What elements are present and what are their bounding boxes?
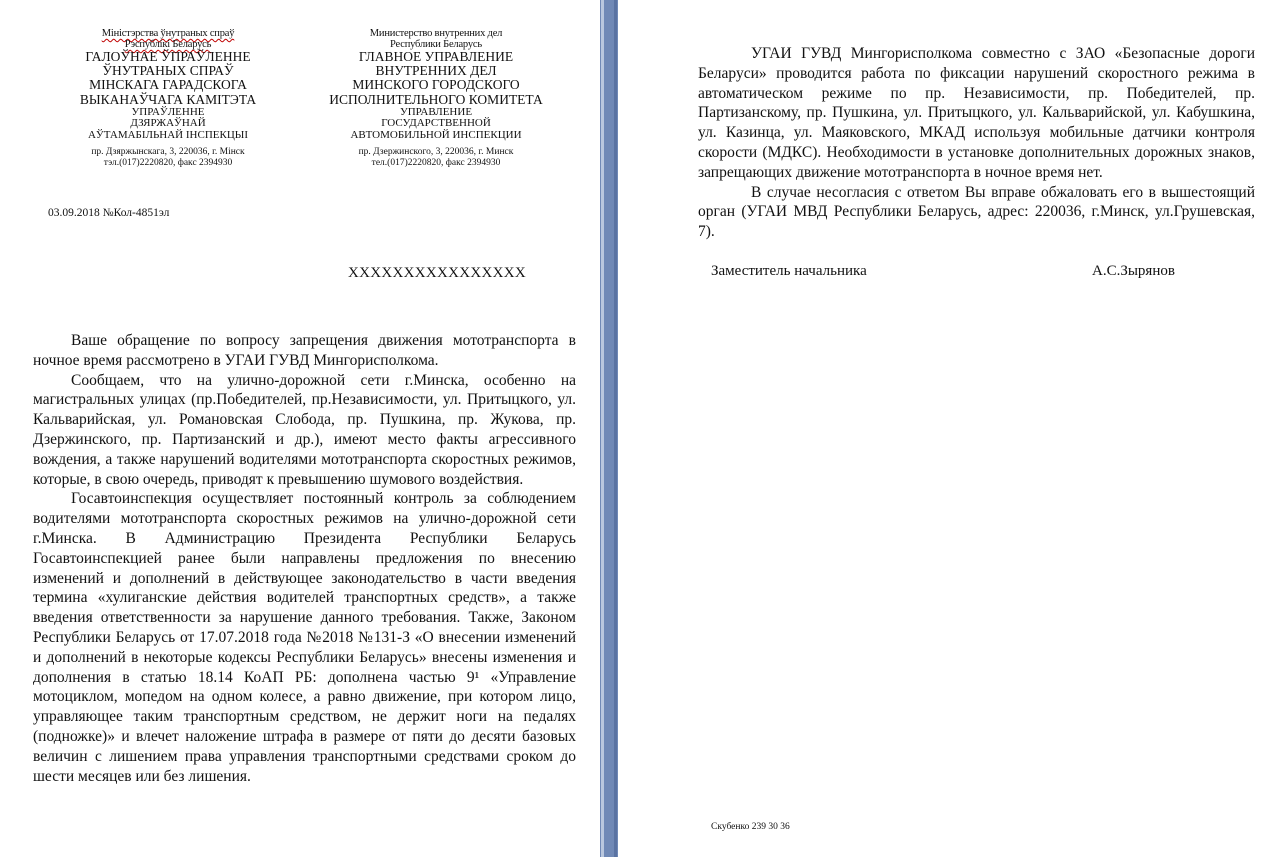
address-line-2: тэл.(017)2220820, факс 2394930 [103, 158, 233, 169]
letter-body-page-2 [698, 44, 1255, 242]
paragraph: Сообщаем, что на улично-дорожной сети г.Минска, особенно на магистральных улицах (пр.Победителей, пр.Независимости, ул. Притыцкого, ул. Кальварийская, ул. Романовская Слобода, пр. Пушкина, пр. Жукова, пр. Дзержинского, пр. Партизанский и др.), имеют место факты агрессивного вождения, а также нарушений водителями мототранспорта скоростных режимов, которые, в свою очередь, приводят к превышению шумового воздействия. [33, 371, 576, 488]
page-divider [600, 0, 618, 857]
unit-line-2: ДЗЯРЖАЎНАЙ [130, 117, 206, 130]
addressee: XXXXXXXXXXXXXXXX [347, 265, 527, 281]
department-line-3: МІНСКАГА ГАРАДСКОГА [89, 77, 247, 93]
address-line-2: тел.(017)2220820, факс 2394930 [371, 158, 501, 169]
signatory-name: А.С.Зырянов [1092, 263, 1175, 279]
letterhead-belarusian [40, 28, 296, 169]
department-line-3: МИНСКОГО ГОРОДСКОГО [352, 77, 520, 93]
address-line-1: пр. Дзержинского, 3, 220036, г. Минск [358, 147, 514, 158]
letter-body-page-1 [33, 331, 576, 786]
department-line-2: ЎНУТРАНЫХ СПРАЎ [102, 63, 234, 79]
department-line-4: ВЫКАНАЎЧАГА КАМІТЭТА [79, 91, 257, 107]
department-line-2: ВНУТРЕННИХ ДЕЛ [375, 63, 497, 79]
paragraph: УГАИ ГУВД Мингорисполкома совместно с ЗАО «Безопасные дороги Беларуси» проводится работа по фиксации нарушений скоростного режима в автоматическом режиме по пр. Независимости, пр. Победителей, пр. Партизанскому, пр. Пушкина, ул. Притыцкого, ул. Кальварийской, ул. Кабушкина, ул. Казинца, ул. Маяковского, МКАД используя мобильные датчики контроля скорости (МДКС). Необходимости в установке дополнительных дорожных знаков, запрещающих движение мототранспорта в ночное время нет. [698, 45, 1255, 181]
document-page-1 [0, 0, 600, 857]
ministry-line-1: Міністэрства ўнутраных спраў [101, 28, 235, 39]
paragraph: В случае несогласия с ответом Вы вправе обжаловать его в вышестоящий орган (УГАИ МВД Республики Беларусь, адрес: 220036, г.Минск, ул.Грушевская, 7). [698, 183, 1255, 241]
department-line-1: ГАЛОЎНАЕ ЎПРАЎЛЕННЕ [85, 49, 251, 65]
paragraph: Ваше обращение по вопросу запрещения движения мототранспорта в ночное время рассмотрено в УГАИ ГУВД Мингорисполкома. [33, 332, 576, 369]
ministry-line-1: Министерство внутренних дел [369, 28, 503, 39]
ministry-line-2: Республики Беларусь [390, 39, 482, 51]
unit-line-1: УПРАЎЛЕННЕ [131, 105, 205, 118]
executor-note: Скубенко 239 30 36 [711, 822, 790, 832]
address-line-1: пр. Дзяржынскага, 3, 220036, г. Мінск [91, 147, 245, 158]
department-line-1: ГЛАВНОЕ УПРАВЛЕНИЕ [358, 49, 514, 65]
unit-line-3: АЎТАМАБІЛЬНАЙ ІНСПЕКЦЫІ [87, 128, 249, 141]
unit-line-3: АВТОМОБИЛЬНОЙ ИНСПЕКЦИИ [350, 128, 522, 141]
letterhead-russian [302, 28, 570, 169]
ministry-line-2: Рэспублікі Беларусь [124, 39, 212, 51]
unit-line-2: ГОСУДАРСТВЕННОЙ [381, 117, 491, 130]
unit-line-1: УПРАВЛЕНИЕ [399, 105, 473, 118]
signatory-position: Заместитель начальника [711, 263, 867, 279]
outgoing-reference: 03.09.2018 №Кол-4851эл [48, 207, 170, 219]
department-line-4: ИСПОЛНИТЕЛЬНОГО КОМИТЕТА [329, 91, 543, 107]
paragraph: Госавтоинспекция осуществляет постоянный контроль за соблюдением водителями мототранспорта скоростных режимов на улично-дорожной сети г.Минска. В Администрацию Президента Республики Беларусь Госавтоинспекцией ранее были направлены предложения по внесению изменений и дополнений в действующее законодательство в части введения термина «хулиганские действия водителей транспортных средств», а также введения ответственности за нарушение данного требования. Также, Законом Республики Беларусь от 17.07.2018 года №2018 №131-З «О внесении изменений и дополнений в некоторые кодексы Республики Беларусь» внесены изменения и дополнения в статью 18.14 КоАП РБ: дополнена частью 9¹ «Управление мотоциклом, мопедом на одном колесе, а равно движение, при котором лицо, управляющее таким транспортным средством, не держит ноги на педалях (подножке)» и влечет наложение штрафа в размере от пяти до десяти базовых величин с лишением права управления транспортными средствами сроком до шести месяцев или без лишения. [33, 490, 576, 785]
